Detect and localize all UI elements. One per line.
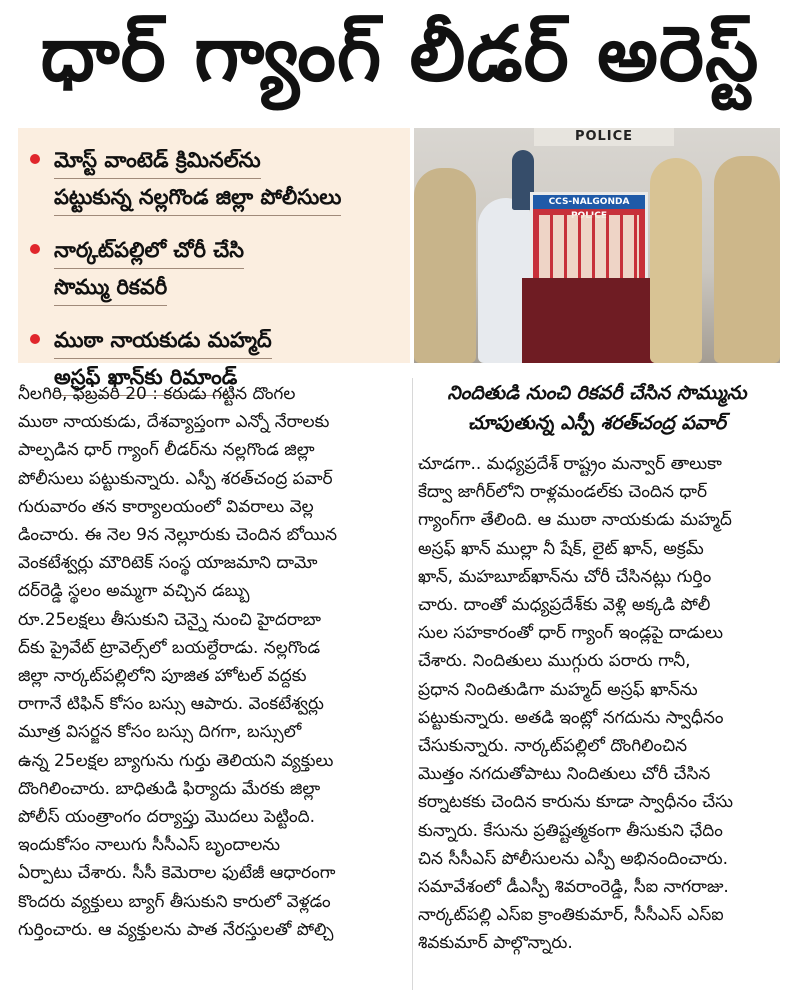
news-photo	[414, 128, 780, 363]
text-line: డించారు. ఈ నెల 9న నెల్లూరుకు చెందిన బోయిన	[18, 525, 338, 546]
bullet-icon	[30, 244, 40, 254]
text-line: జిల్లా నార్కట్‌పల్లిలోని పూజిత హోటల్ వద్దకు	[18, 666, 307, 687]
text-line: నార్కట్‌పల్లి ఎస్ఐ క్రాంతికుమార్, సీసీఎస్ ఎస్ఐ	[418, 905, 724, 926]
text-line: చారు. దాంతో మధ్యప్రదేశ్‌కు వెళ్లి అక్కడి పోలీ	[418, 595, 711, 616]
text-line: గ్యాంగ్‌గా తేలింది. ఆ ముఠా నాయకుడు మహ్మద్	[418, 510, 732, 531]
board-label: CCS-NALGONDA	[533, 195, 645, 209]
article-left-column	[18, 380, 406, 944]
caption-line: చూపుతున్న ఎస్పీ శరత్‌చంద్ర పవార్	[467, 412, 727, 434]
person-figure	[714, 156, 780, 363]
highlight-line: మోస్ట్ వాంటెడ్ క్రిమినల్‌ను	[54, 142, 261, 179]
text-line: కొందరు వ్యక్తులు బ్యాగ్ తీసుకుని కారులో వెళ్లడం	[18, 891, 331, 912]
highlight-line: పట్టుకున్న నల్లగొండ జిల్లా పోలీసులు	[54, 179, 341, 216]
text-line: వెంకటేశ్వర్లు మౌరిటెక్ సంస్థ యాజమాని దామో	[18, 553, 318, 574]
text-line: గుర్తించారు. ఆ వ్యక్తులను పాత నేరస్తులతో పోల్చి	[18, 919, 334, 940]
highlights-box	[18, 128, 410, 389]
currency-notes	[539, 215, 639, 279]
photo-wall-sign: POLICE	[534, 128, 674, 146]
highlight-line: సొమ్ము రికవరీ	[54, 269, 167, 306]
highlight-line: ముఠా నాయకుడు మహ్మద్	[54, 322, 272, 359]
text-line: ఏర్పాటు చేశారు. సీసీ కెమెరాల ఫుటేజీ ఆధారంగా	[18, 863, 336, 884]
text-line: పోలీస్ యంత్రాంగం దర్యాప్తు మొదలు పెట్టింది.	[18, 807, 316, 828]
column-divider	[412, 378, 413, 990]
article-right-column	[418, 450, 782, 958]
text-line: ప్రధాన నిందితుడిగా మహ్మద్ అస్రఫ్ ఖాన్‌ను	[418, 679, 698, 700]
text-line: నీలగిరి, ఫిబ్రవరి 20 : కరుడు గట్టిన దొంగల	[18, 384, 296, 404]
text-line: చిన సీసీఎస్ పోలీసులను ఎస్పీ అభినందించారు.	[418, 848, 729, 869]
text-line: దొంగిలించారు. బాధితుడి ఫిర్యాదు మేరకు జిల్లా	[18, 778, 321, 799]
text-line: కర్నాటకకు చెందిన కారును కూడా స్వాధీనం చేసు	[418, 792, 733, 813]
text-line: సమావేశంలో డీఎస్పీ శివరాంరెడ్డి, సీఐ నాగరాజు.	[418, 877, 729, 898]
highlight-item	[30, 142, 400, 216]
text-line: సుల సహకారంతో ధార్ గ్యాంగ్ ఇండ్లపై దాడులు	[418, 623, 723, 644]
text-line: రూ.25లక్షలు తీసుకుని చెన్నై నుంచి హైదరాబా	[18, 609, 322, 630]
text-line: శివకుమార్ పాల్గొన్నారు.	[418, 933, 573, 954]
person-figure	[414, 168, 476, 363]
highlight-line: అస్రఫ్ ఖాన్‌కు రిమాండ్	[54, 359, 237, 396]
display-table	[522, 278, 654, 363]
caption-line: నిందితుడి నుంచి రికవరీ చేసిన సొమ్మును	[447, 382, 747, 404]
text-line: మొత్తం నగదుతోపాటు నిందితులు చోరీ చేసిన	[418, 764, 711, 785]
text-line: కున్నారు. కేసును ప్రతిష్టత్మకంగా తీసుకుని ఛేదిం	[418, 820, 723, 841]
text-line: అస్రఫ్ ఖాన్ ముల్లా నీ షేక్, లైట్ ఖాన్, అక్రమ్	[418, 538, 704, 559]
headline: ధార్ గ్యాంగ్ లీడర్ అరెస్ట్	[40, 9, 760, 98]
text-line: పట్టుకున్నారు. అతడి ఇంట్లో నగదును స్వాధీనం	[418, 707, 724, 728]
person-figure	[650, 158, 702, 363]
bullet-icon	[30, 334, 40, 344]
bullet-icon	[30, 154, 40, 164]
text-line: ఇందుకోసం నాలుగు సీసీఎస్ బృందాలను	[18, 835, 281, 856]
text-line: ఉన్న 25లక్షల బ్యాగును గుర్తు తెలియని వ్యక్తులు	[18, 750, 334, 771]
text-line: ద్‌కు ప్రైవేట్ ట్రావెల్స్‌లో బయల్దేరాడు. నల్లగొండ	[18, 637, 321, 658]
text-line: మూత్ర విసర్జన కోసం బస్సు దిగగా, బస్సులో	[18, 722, 302, 743]
text-line: పాల్పడిన ధార్ గ్యాంగ్ లీడర్‌ను నల్లగొండ జిల్లా	[18, 440, 315, 461]
text-line: పోలీసులు పట్టుకున్నారు. ఎస్పీ శరత్‌చంద్ర పవార్	[18, 468, 333, 489]
text-line: గురువారం తన కార్యాలయంలో వివరాలు వెల్ల	[18, 496, 314, 517]
text-line: ముఠా నాయకుడు, దేశవ్యాప్తంగా ఎన్నో నేరాలకు	[18, 412, 330, 433]
photo-caption	[414, 378, 780, 438]
text-line: దర్‌రెడ్డి స్థలం అమ్మగా వచ్చిన డబ్బు	[18, 581, 250, 602]
text-line: ఖాన్, మహబూబ్‌ఖాన్‌ను చోరీ చేసినట్లు గుర్తిం	[418, 566, 712, 587]
highlight-line: నార్కట్‌పల్లిలో చోరీ చేసి	[54, 232, 244, 269]
evidence-board	[530, 192, 648, 288]
text-line: చూడగా.. మధ్యప్రదేశ్ రాష్ట్రం మన్వార్ తాలుకా	[418, 454, 722, 474]
text-line: కేద్వా జాగీర్‌లోని రాళ్లమండల్‌కు చెందిన ధార్	[418, 482, 708, 503]
text-line: రాగానే టిఫిన్ కోసం బస్సు ఆపారు. వెంకటేశ్వర్లు	[18, 694, 324, 715]
highlight-item	[30, 232, 400, 306]
text-line: చేసుకున్నారు. నార్కట్‌పల్లిలో దొంగిలించిన	[418, 736, 688, 757]
text-line: చేశారు. నిందితులు ముగ్గురు పరారు గానీ,	[418, 651, 691, 672]
